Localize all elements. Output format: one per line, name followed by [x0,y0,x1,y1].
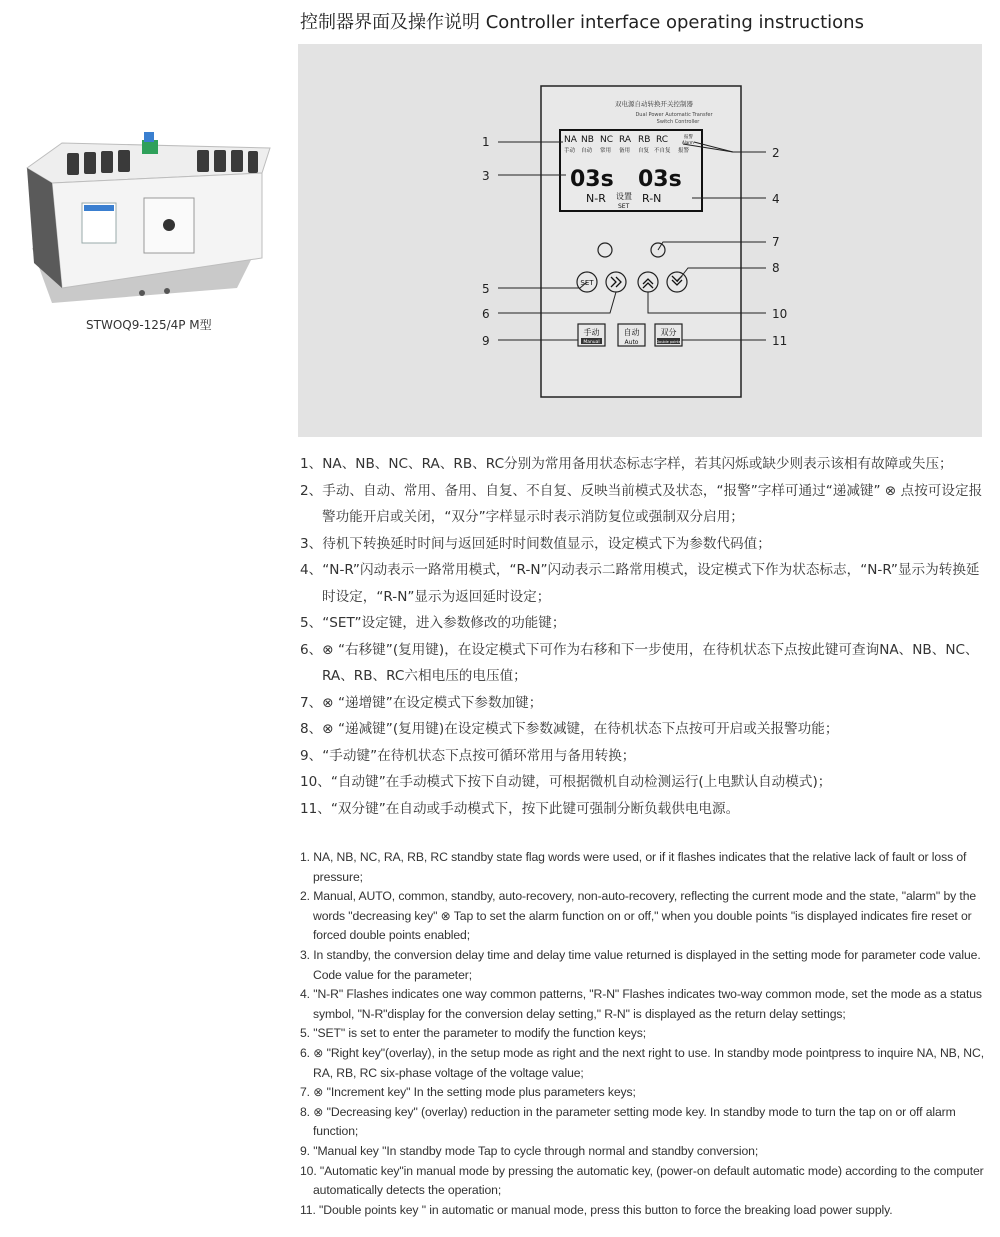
instruction-en-item: 10. "Automatic key"in manual mode by pressing the automatic key, (power-on default automatic mode) according to the computer automatically detects the operation; [300,1163,984,1198]
manual-button[interactable] [578,324,605,346]
callout-2: 2 [772,146,780,160]
lcd-mode-auto: 自动 [581,148,593,154]
lcd-flag-nc: NC [600,135,614,145]
increment-button[interactable] [638,272,658,292]
double-points-button[interactable] [655,324,682,346]
auto-button-label: 自动 [623,328,640,337]
double-points-button-label: 双分 [660,328,677,337]
lcd-alarm-en: Alarm [682,140,694,145]
instruction-en-item: 5. "SET" is set to enter the parameter to modify the function keys; [300,1026,647,1041]
lcd-flag-nb: NB [581,135,594,145]
instructions-en-list [300,848,990,1220]
instruction-en-item: 1. NA, NB, NC, RA, RB, RC standby state flag words were used, or if it flashes indicates that the relative lack of fault or loss of pressure; [300,850,967,884]
instruction-en-item: 7. ⊗ "Increment key" In the setting mode plus parameters keys; [300,1085,636,1100]
lcd-mode-alarm: 报警 [678,148,690,154]
instruction-zh-item: 11、“双分键”在自动或手动模式下，按下此键可强制分断负载供电电源。 [300,800,740,817]
product-model-label: STWOQ9-125/4P M型 [86,318,212,332]
lcd-flag-rb: RB [638,135,651,145]
instruction-zh-item: 4、“N-R”闪动表示一路常用模式，“R-N”闪动表示二路常用模式，设定模式下作为状态标志，“N-R”显示为转换延时设定，“R-N”显示为返回延时设定； [300,562,980,605]
switch-product-image [22,128,272,308]
lcd-time-right: 03s [638,167,682,192]
callout-6: 6 [482,307,490,321]
controller-title-en1: Dual Power Automatic Transfer [635,112,713,118]
lcd-nr-label: N-R [586,192,606,205]
lcd-mode-auto-recover: 自复 [638,148,650,154]
instruction-en-item: 4. "N-R" Flashes indicates one way common patterns, "R-N" Flashes indicates two-way common mode, set the mode as a status symbol, "N-R"display for the conversion delay setting," R-N" is displayed as the return delay settings; [300,987,982,1021]
instruction-en-item: 3. In standby, the conversion delay time and delay time value returned is displayed in the setting mode for parameter code value. Code value for the parameter; [300,947,981,982]
instruction-en-item: 9. "Manual key "In standby mode Tap to cycle through normal and standby conversion; [300,1143,759,1158]
instruction-zh-item: 7、⊗ “递增键”在设定模式下参数加键； [300,694,543,711]
indicator-led-left [598,243,612,257]
lcd-rn-label: R-N [642,192,662,205]
instruction-en-item: 8. ⊗ "Decreasing key" (overlay) reduction in the parameter setting mode key. In standby mode to turn the tap on or off alarm function; [300,1104,956,1139]
instruction-zh-item: 3、待机下转换延时时间与返回延时时间数值显示，设定模式下为参数代码值； [300,535,771,552]
instruction-zh-item: 6、⊗ “右移键”(复用键)，在设定模式下可作为右移和下一步使用，在待机状态下点按此键可查询NA、NB、NC、RA、RB、RC六相电压的电压值； [300,641,979,684]
instruction-zh-item: 10、“自动键”在手动模式下按下自动键，可根据微机自动检测运行(上电默认自动模式)； [300,774,832,790]
callout-7: 7 [772,235,780,249]
instruction-zh-item: 9、“手动键”在待机状态下点按可循环常用与备用转换； [300,747,636,764]
set-button-label: SET [580,279,594,287]
callout-3: 3 [482,169,490,183]
instruction-zh-item: 8、⊗ “递减键”(复用键)在设定模式下参数减键，在待机状态下点按可开启或关报警功能； [300,721,839,737]
instructions-zh-list [300,451,990,822]
right-shift-button[interactable] [606,272,626,292]
lcd-flag-rc: RC [656,135,669,145]
manual-button-label: 手动 [583,328,600,337]
callout-4: 4 [772,192,780,206]
controller-diagram-area [298,44,982,437]
callout-10: 10 [772,307,788,321]
lcd-flag-ra: RA [619,135,632,145]
callout-8: 8 [772,261,780,275]
lcd-alarm-zh: 报警 [684,135,693,140]
callout-11: 11 [772,334,788,348]
instruction-en-item: 11. "Double points key " in automatic or manual mode, press this button to force the breaking load power supply. [300,1202,893,1217]
callout-9: 9 [482,334,490,348]
lcd-set-zh: 设置 [616,192,632,201]
lcd-mode-common: 常用 [600,148,612,154]
lcd-set-en: SET [618,203,630,210]
callout-5: 5 [482,282,490,296]
lcd-mode-no-recover: 不自复 [654,148,671,154]
lcd-mode-standby: 备用 [619,148,631,154]
instruction-en-item: 6. ⊗ "Right key"(overlay), in the setup mode as right and the next right to use. In standby mode pointpress to inquire NA, NB, NC, RA, RB, RC six-phase voltage of the voltage value; [300,1045,984,1080]
lcd-flag-na: NA [564,135,577,145]
lcd-time-left: 03s [570,167,614,192]
instruction-zh-item: 1、NA、NB、NC、RA、RB、RC分别为常用备用状态标志字样，若其闪烁或缺少则表示该相有故障或失压； [300,456,953,472]
instruction-zh-item: 5、“SET”设定键，进入参数修改的功能键； [300,615,566,631]
auto-button[interactable] [618,324,645,346]
controller-panel-diagram [298,44,982,437]
auto-button-en: Auto [624,339,639,346]
lcd-mode-manual: 手动 [564,148,576,154]
manual-button-en: Manual [583,340,600,345]
controller-title-zh: 双电源自动转换开关控制器 [615,100,693,108]
double-points-button-en: Double points [656,340,681,344]
controller-title-en2: Switch Controller [656,119,700,125]
instruction-zh-item: 2、手动、自动、常用、备用、自复、不自复、反映当前模式及状态，“报警”字样可通过“递减键” ⊗ 点按可设定报警功能开启或关闭，“双分”字样显示时表示消防复位或强制双分启用； [300,482,983,525]
instruction-en-item: 2. Manual, AUTO, common, standby, auto-recovery, non-auto-recovery, reflecting the current mode and the state, "alarm" by the words "decreasing key" ⊗ Tap to set the alarm function on or off," when you double points "is displayed indicates fire reset or forced double points enabled; [300,889,977,943]
callout-1: 1 [482,135,490,149]
page-title: 控制器界面及操作说明 Controller interface operating instructions [300,12,864,33]
